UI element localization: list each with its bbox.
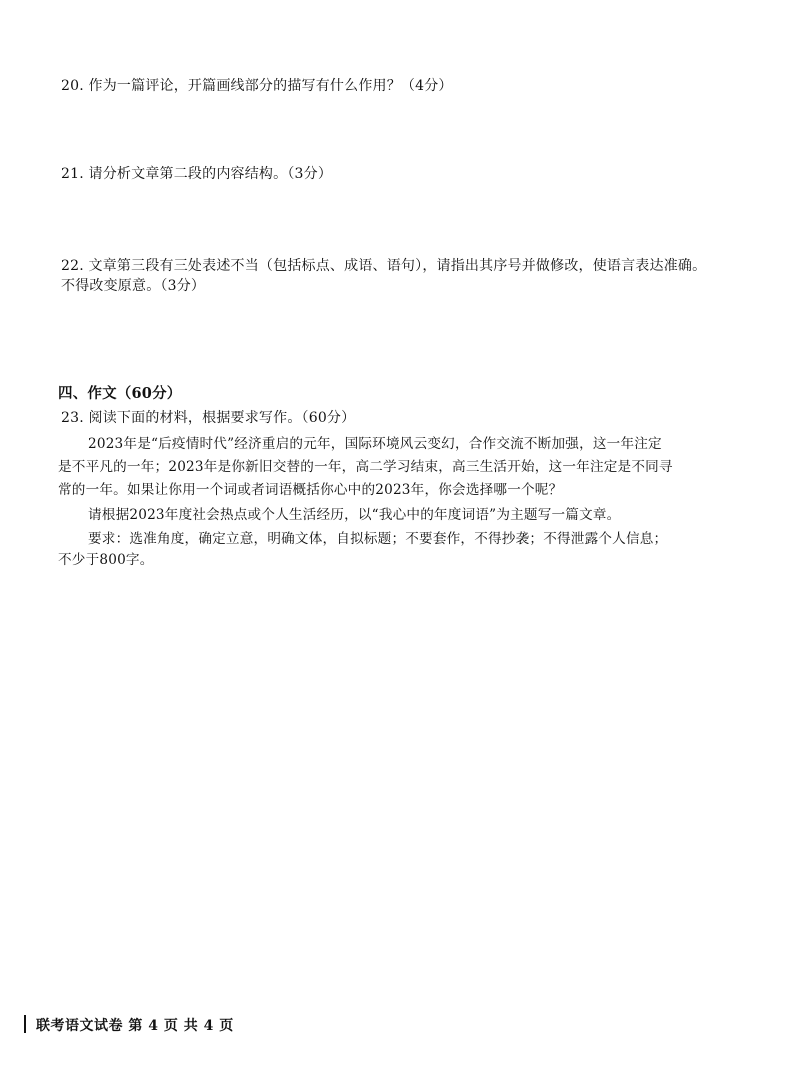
- question-22-line-1: 22. 文章第三段有三处表述不当（包括标点、成语、语句），请指出其序号并做修改，使语言表达准确。: [61, 258, 707, 274]
- essay-material-line-3: 常的一年。如果让你用一个词或者词语概括你心中的2023年，你会选择哪一个呢？: [58, 482, 563, 498]
- question-20: 20. 作为一篇评论，开篇画线部分的描写有什么作用？（4分）: [61, 78, 453, 94]
- essay-instruction: 请根据2023年度社会热点或个人生活经历，以“我心中的年度词语”为主题写一篇文章。: [88, 507, 621, 523]
- page-footer: [24, 1015, 234, 1036]
- question-22-line-2: 不得改变原意。（3分）: [61, 278, 206, 294]
- essay-requirement-line-2: 不少于800字。: [58, 552, 154, 568]
- essay-material-line-2: 是不平凡的一年；2023年是你新旧交替的一年，高二学习结束，高三生活开始，这一年注定是不同寻: [58, 459, 673, 475]
- essay-requirement-line-1: 要求：选准角度，确定立意，明确文体，自拟标题；不要套作，不得抄袭；不得泄露个人信息；: [88, 531, 668, 547]
- essay-material-line-1: 2023年是“后疫情时代”经济重启的元年，国际环境风云变幻，合作交流不断加强，这一年注定: [88, 436, 662, 452]
- question-23: 23. 阅读下面的材料，根据要求写作。（60分）: [61, 410, 356, 426]
- footer-text: 联考语文试卷 第 4 页 共 4 页: [36, 1018, 234, 1034]
- question-21: 21. 请分析文章第二段的内容结构。（3分）: [61, 166, 333, 182]
- scan-edge-mark: [24, 1015, 34, 1033]
- section-title-essay: 四、作文（60分）: [58, 385, 182, 402]
